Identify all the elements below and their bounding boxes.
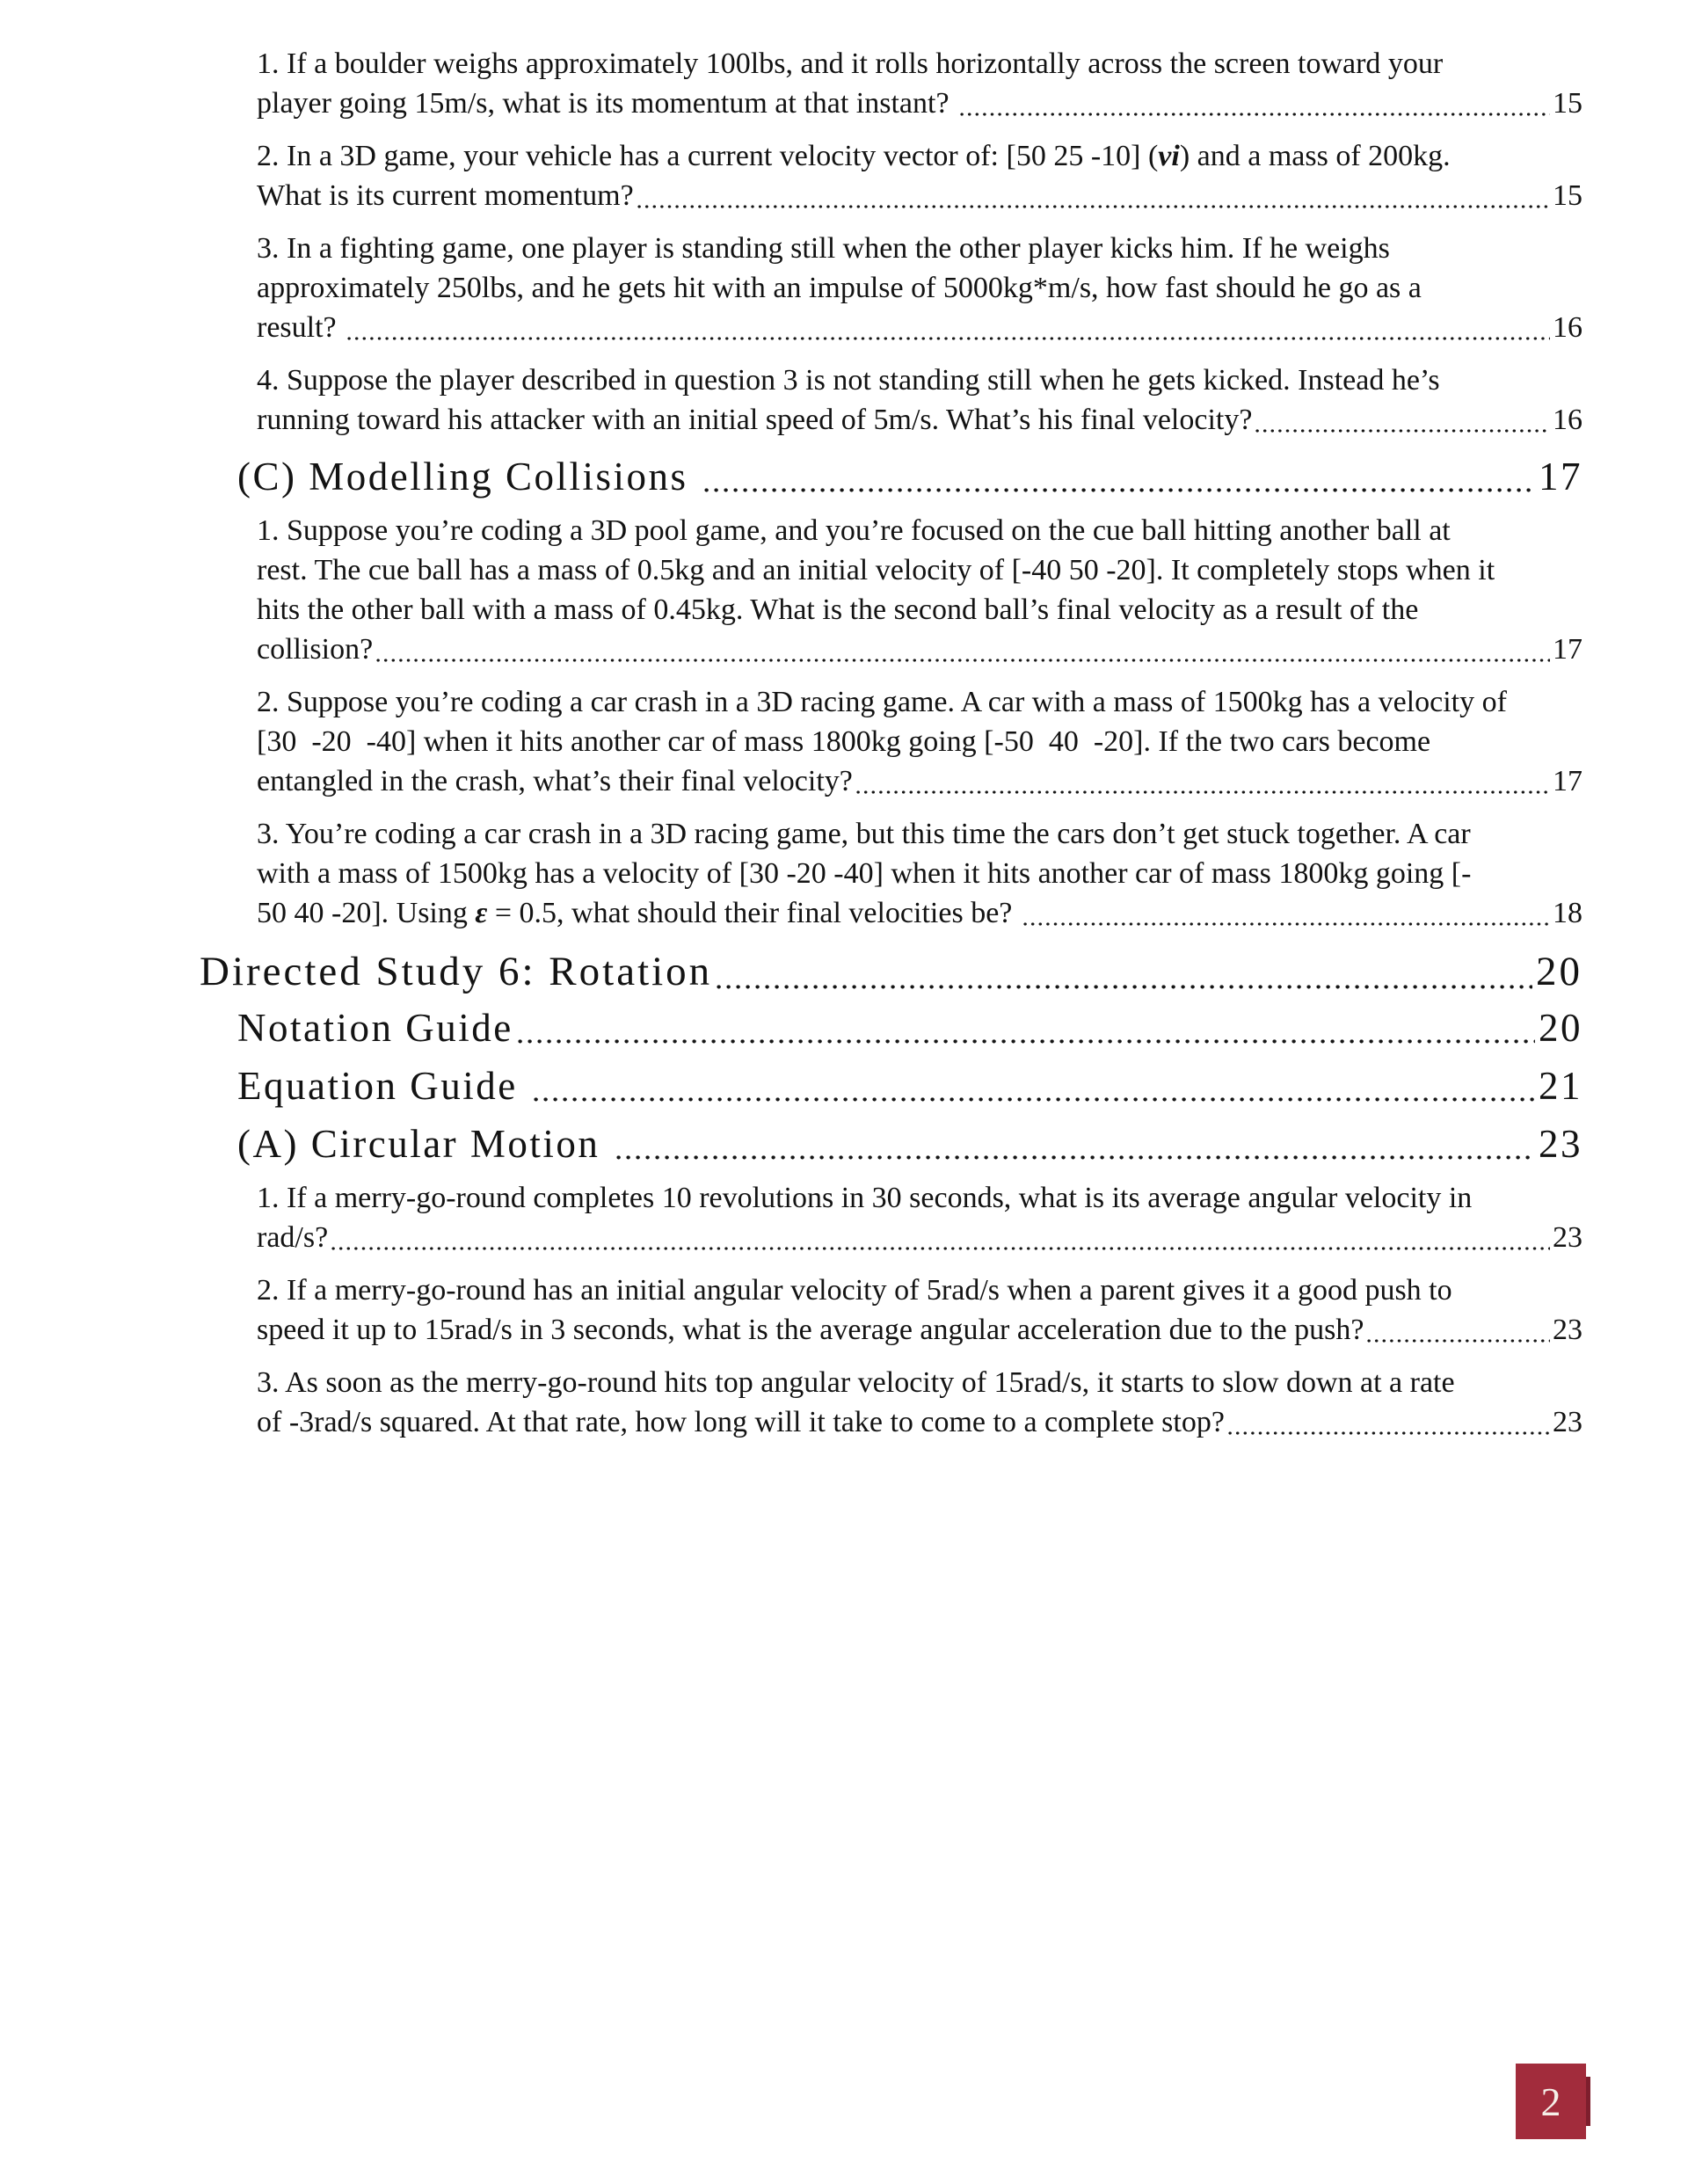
toc-entry-lastline: [237, 1004, 1582, 1052]
toc-entry-text: [237, 1120, 612, 1168]
toc-entry-q[interactable]: [257, 814, 1582, 933]
toc-entry-lastline: [257, 400, 1582, 440]
toc-entry-q[interactable]: [257, 360, 1582, 440]
toc-entry-lastline: [257, 1218, 1582, 1257]
toc-entry-line: [257, 268, 1582, 308]
toc-entry-h1[interactable]: [200, 946, 1582, 997]
toc-page-number: 23: [1539, 1122, 1582, 1166]
leader-dots: [717, 975, 1532, 989]
toc-entry-text: [237, 453, 700, 500]
toc-entry-line: [257, 229, 1582, 268]
toc-entry-text: [257, 1218, 328, 1257]
text-run: collision?: [257, 633, 374, 666]
leader-dots: [637, 196, 1550, 208]
toc-entry-text: [257, 1310, 1364, 1350]
leader-dots: [704, 478, 1535, 492]
text-run: 3. As soon as the merry-go-round hits top angular velocity of 15rad/s, it starts to slow down at a rate: [257, 1366, 1455, 1399]
text-run: = 0.5, what should their final velocities be?: [487, 897, 1020, 929]
text-run: 4. Suppose the player described in question 3 is not standing still when he gets kicked. Instead he’s: [257, 364, 1440, 397]
toc-entry-q[interactable]: [257, 44, 1582, 123]
toc-page-number: 20: [1536, 949, 1582, 994]
toc-entry-text: [257, 84, 957, 123]
toc-page-number: 20: [1539, 1006, 1582, 1050]
toc-entry-line: [257, 511, 1582, 550]
toc-page-number: 23: [1553, 1314, 1582, 1346]
toc-page-number: 15: [1553, 179, 1582, 212]
toc-entry-line: [257, 590, 1582, 630]
text-run: ε: [475, 897, 488, 929]
toc-entry-text: [257, 761, 853, 801]
toc-entry-lastline: [257, 893, 1582, 933]
text-run: 1. Suppose you’re coding a 3D pool game, and you’re focused on the cue ball hitting another ball at: [257, 514, 1451, 547]
toc-entry-lastline: [257, 1310, 1582, 1350]
leader-dots: [518, 1030, 1535, 1044]
text-run: vi: [1158, 140, 1180, 172]
toc-entry-lastline: [237, 453, 1582, 500]
leader-dots: [960, 104, 1550, 116]
leader-dots: [616, 1146, 1535, 1160]
leader-dots: [856, 782, 1550, 794]
text-run: Directed Study 6: Rotation: [200, 949, 713, 994]
toc-entry-text: [257, 1402, 1225, 1442]
toc-page-number: 16: [1553, 404, 1582, 436]
text-run: [30 -20 -40] when it hits another car of mass 1800kg going [-50 40 -20]. If the two cars become: [257, 725, 1431, 758]
text-run: speed it up to 15rad/s in 3 seconds, what is the average angular acceleration due to the push?: [257, 1314, 1364, 1346]
toc-entry-q[interactable]: [257, 682, 1582, 801]
text-run: 2. In a 3D game, your vehicle has a current velocity vector of: [50 25 -10] (: [257, 140, 1159, 172]
text-run: Equation Guide: [237, 1064, 530, 1108]
toc-entry-line: [257, 1270, 1582, 1310]
text-run: running toward his attacker with an initial speed of 5m/s. What’s his final velocity?: [257, 404, 1253, 436]
toc-page-number: 17: [1553, 765, 1582, 797]
toc-page-number: 16: [1553, 311, 1582, 344]
text-run: rad/s?: [257, 1221, 329, 1254]
footer-page-number: 2: [1540, 2078, 1561, 2124]
leader-dots: [1255, 420, 1550, 433]
text-run: with a mass of 1500kg has a velocity of [30 -20 -40] when it hits another car of mass 1800kg going [-: [257, 857, 1472, 890]
toc-entry-h2[interactable]: [237, 1120, 1582, 1168]
toc-entry-text: [257, 893, 1020, 933]
text-run: player going 15m/s, what is its momentum at that instant?: [257, 87, 957, 120]
toc-entry-h2[interactable]: [237, 1004, 1582, 1052]
toc-entry-text: [257, 308, 344, 347]
toc-entry-q[interactable]: [257, 511, 1582, 669]
text-run: entangled in the crash, what’s their final velocity?: [257, 765, 853, 797]
text-run: (C) Modelling Collisions: [237, 455, 701, 499]
toc-entry-text: [237, 1004, 513, 1052]
toc-entry-q[interactable]: [257, 136, 1582, 215]
leader-dots: [376, 650, 1550, 662]
text-run: of -3rad/s squared. At that rate, how long will it take to come to a complete stop?: [257, 1406, 1225, 1438]
toc-page-number: 17: [1553, 633, 1582, 666]
leader-dots: [1367, 1330, 1550, 1343]
text-run: 2. Suppose you’re coding a car crash in a 3D racing game. A car with a mass of 1500kg has a velocity of: [257, 686, 1507, 718]
toc-entry-q[interactable]: [257, 1270, 1582, 1350]
toc-entry-text: [257, 176, 634, 215]
page-number-badge: [1516, 2064, 1586, 2139]
toc-entry-line: [257, 136, 1582, 176]
toc-entry-text: [200, 946, 712, 997]
toc-entry-line: [257, 722, 1582, 761]
leader-dots: [1228, 1423, 1550, 1435]
text-run: (A) Circular Motion: [237, 1122, 613, 1166]
text-run: hits the other ball with a mass of 0.45kg. What is the second ball’s final velocity as a result of the: [257, 593, 1419, 626]
toc-entry-lastline: [257, 176, 1582, 215]
toc-page-number: 23: [1553, 1406, 1582, 1438]
toc-entry-lastline: [257, 308, 1582, 347]
text-run: rest. The cue ball has a mass of 0.5kg and an initial velocity of [-40 50 -20]. It completely stops when it: [257, 554, 1495, 586]
toc-entry-lastline: [257, 630, 1582, 669]
text-run: 3. In a fighting game, one player is standing still when the other player kicks him. If he weighs: [257, 232, 1390, 265]
toc-entry-line: [257, 1363, 1582, 1402]
toc-entry-line: [257, 550, 1582, 590]
text-run: 50 40 -20]. Using: [257, 897, 476, 929]
leader-dots: [1023, 914, 1550, 926]
toc-entry-lastline: [237, 1120, 1582, 1168]
toc-entry-h2[interactable]: [237, 453, 1582, 500]
toc-page-number: 21: [1539, 1064, 1582, 1108]
text-run: Notation Guide: [237, 1006, 513, 1050]
toc-entry-text: [257, 400, 1252, 440]
toc-entry-lastline: [257, 1402, 1582, 1442]
text-run: result?: [257, 311, 345, 344]
toc-entry-q[interactable]: [257, 1363, 1582, 1442]
toc-entry-line: [257, 360, 1582, 400]
toc-entry-line: [257, 682, 1582, 722]
text-run: What is its current momentum?: [257, 179, 634, 212]
toc-entry-lastline: [257, 84, 1582, 123]
toc-page-number: 18: [1553, 897, 1582, 929]
toc-entry-lastline: [257, 761, 1582, 801]
leader-dots: [347, 328, 1550, 340]
text-run: 3. You’re coding a car crash in a 3D racing game, but this time the cars don’t get stuck together. A car: [257, 818, 1471, 850]
text-run: 1. If a merry-go-round completes 10 revolutions in 30 seconds, what is its average angular velocity in: [257, 1182, 1473, 1214]
text-run: 1. If a boulder weighs approximately 100lbs, and it rolls horizontally across the screen toward your: [257, 47, 1444, 80]
toc-entry-lastline: [237, 1062, 1582, 1110]
toc-entry-q[interactable]: [257, 229, 1582, 347]
toc-entry-line: [257, 854, 1582, 893]
text-run: approximately 250lbs, and he gets hit with an impulse of 5000kg*m/s, how fast should he go as a: [257, 272, 1422, 304]
toc-entry-h2[interactable]: [237, 1062, 1582, 1110]
toc-entry-text: [257, 630, 373, 669]
toc-page-number: 17: [1539, 455, 1582, 499]
toc-entry-text: [237, 1062, 529, 1110]
toc-entry-lastline: [200, 946, 1582, 997]
text-run: 2. If a merry-go-round has an initial angular velocity of 5rad/s when a parent gives it a good push to: [257, 1274, 1452, 1307]
toc-page-number: 15: [1553, 87, 1582, 120]
text-run: ) and a mass of 200kg.: [1179, 140, 1451, 172]
leader-dots: [331, 1238, 1550, 1250]
toc-page-number: 23: [1553, 1221, 1582, 1254]
toc-list: [0, 44, 1688, 1455]
toc-entry-line: [257, 814, 1582, 854]
toc-entry-q[interactable]: [257, 1178, 1582, 1257]
toc-entry-line: [257, 1178, 1582, 1218]
toc-entry-line: [257, 44, 1582, 84]
leader-dots: [534, 1088, 1535, 1102]
